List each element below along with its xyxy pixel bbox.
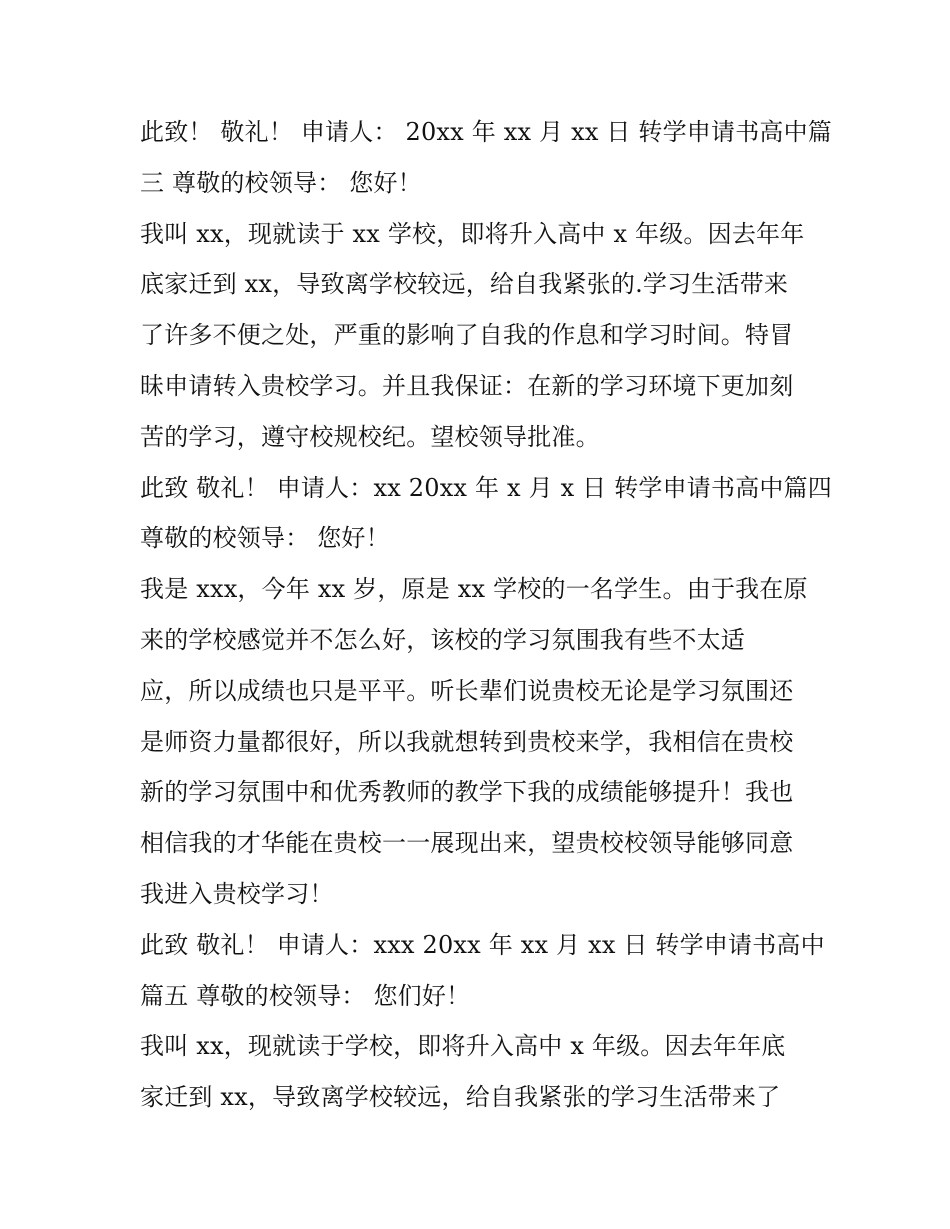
text-line-10: 我是 xxx，今年 xx 岁，原是 xx 学校的一名学生。由于我在原 xyxy=(140,575,808,604)
text-line-13: 是师资力量都很好，所以我就想转到贵校来学，我相信在贵校 xyxy=(140,727,794,756)
document-body xyxy=(140,107,833,1123)
text-line-1: 此致！ 敬礼！ 申请人： 20xx 年 xx 月 xx 日 转学申请书高中篇 xyxy=(140,118,833,146)
text-line-6: 昧申请转入贵校学习。并且我保证：在新的学习环境下更加刻 xyxy=(140,371,794,400)
text-line-14: 新的学习氛围中和优秀教师的教学下我的成绩能够提升！我也 xyxy=(140,778,794,807)
text-line-9: 尊敬的校领导： 您好！ xyxy=(140,524,390,553)
text-line-18: 篇五 尊敬的校领导： 您们好！ xyxy=(140,981,471,1010)
text-line-2: 三 尊敬的校领导： 您好！ xyxy=(140,168,422,197)
text-line-3: 我叫 xx，现就读于 xx 学校，即将升入高中 x 年级。因去年年 xyxy=(140,219,805,248)
text-line-11: 来的学校感觉并不怎么好，该校的学习氛围我有些不太适 xyxy=(140,625,745,654)
text-line-12: 应，所以成绩也只是平平。听长辈们说贵校无论是学习氛围还 xyxy=(140,676,794,705)
text-line-5: 了许多不便之处，严重的影响了自我的作息和学习时间。特冒 xyxy=(140,321,794,350)
text-line-8: 此致 敬礼！ 申请人：xx 20xx 年 x 月 x 日 转学申请书高中篇四 xyxy=(140,473,833,502)
text-line-16: 我进入贵校学习！ xyxy=(140,879,334,908)
text-line-20: 家迁到 xx，导致离学校较远，给自我紧张的学习生活带来了 xyxy=(140,1083,781,1112)
text-line-19: 我叫 xx，现就读于学校，即将升入高中 x 年级。因去年年底 xyxy=(140,1032,786,1061)
text-line-7: 苦的学习，遵守校规校纪。望校领导批准。 xyxy=(140,422,600,451)
text-line-4: 底家迁到 xx，导致离学校较远，给自我紧张的.学习生活带来 xyxy=(140,270,789,299)
text-line-17: 此致 敬礼！ 申请人：xxx 20xx 年 xx 月 xx 日 转学申请书高中 xyxy=(140,930,825,959)
text-line-15: 相信我的才华能在贵校一一展现出来，望贵校校领导能够同意 xyxy=(140,829,794,858)
